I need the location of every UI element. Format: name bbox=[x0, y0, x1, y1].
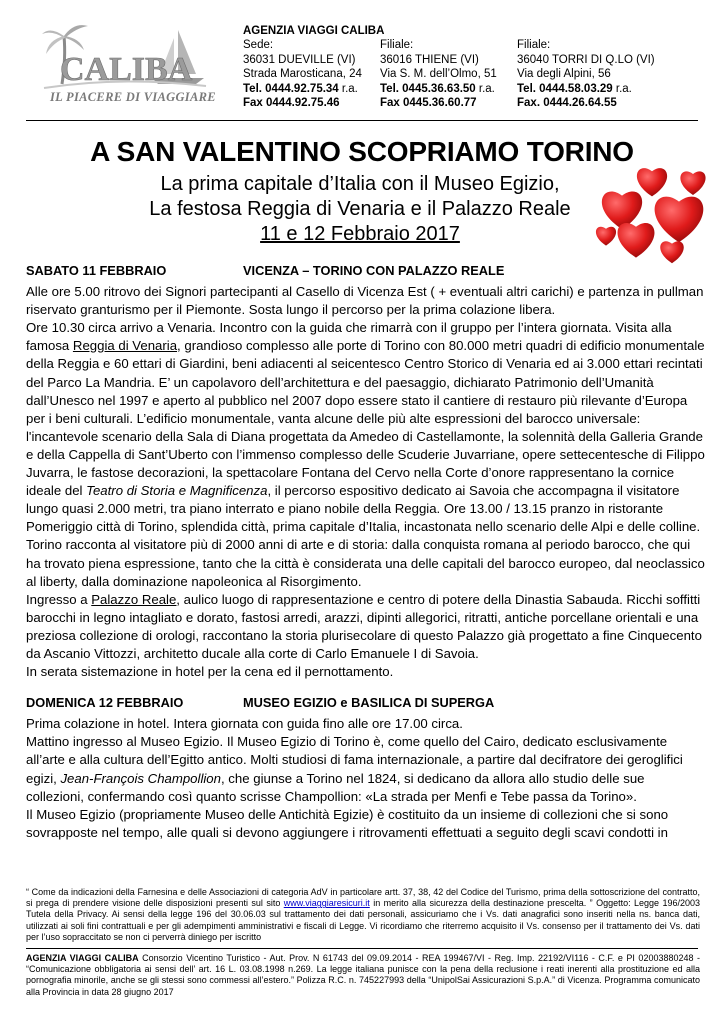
office-thiene: Filiale: 36016 THIENE (VI) Via S. M. dell’Olmo, 51 Tel. 0445.36.63.50 r.a. Fax 0445.36.60.77 bbox=[380, 39, 497, 110]
caliba-logo bbox=[40, 18, 216, 108]
trip-dates: 11 e 12 Febbraio 2017 bbox=[260, 223, 460, 245]
logo-slogan: IL PIACERE DI VIAGGIARE bbox=[50, 90, 216, 104]
day2-paragraph: Mattino ingresso al Museo Egizio. Il Museo Egizio di Torino è, come quello del Cairo, dedicato esclusivamente all’arte e alla cultura dell’Egitto antico. Molti studiosi di fama internazionale, a partire dal decifratore dei geroglifici egizi, Jean-François Champollion, che giunse a Torino nel 1824, si dedicano da allora allo studio delle sue collezioni, confermando così quanto scrisse Champollion: «La strada per Menfi e Tebe passa da Torino». bbox=[26, 734, 683, 804]
hearts-icon bbox=[594, 160, 720, 272]
agency-contacts bbox=[243, 24, 697, 110]
office-dueville: Sede: 36031 DUEVILLE (VI) Strada Marosticana, 24 Tel. 0444.92.75.34 r.a. Fax 0444.92.75.46 bbox=[243, 39, 362, 110]
reggia-venaria-link: Reggia di Venaria bbox=[72, 338, 178, 354]
viaggiaresicuri-link[interactable]: www.viaggiaresicuri.it bbox=[283, 898, 370, 909]
svg-text:CALIBA: CALIBA bbox=[60, 51, 193, 88]
day1-header bbox=[26, 262, 706, 280]
day1-paragraph: Ore 10.30 circa arrivo a Venaria. Incontro con la guida che rimarrà con il gruppo per l’intera giornata. Visita alla famosa Reggia di Venaria, grandioso complesso alle porte di Torino con 80.000 metri quadri di edificio monumentale della Reggia e 60 ettari di Giardini, beni adiacenti al seicentesco Centro Storico di Venaria ed ai 3.000 ettari recintati del Parco La Mandria. E’ un capolavoro dell’architettura e del paesaggio, dichiarato Patrimonio dell’Umanità dall’Unesco nel 1997 e aperto al pubblico nel 2007 dopo essere stato il cantiere di restauro più rilevante d’Europa per i beni culturali. L’edificio monumentale, vanta alcune delle più alte espressioni del barocco universale: l'incantevole scenario della Sala di Diana progettata da Amedeo di Castellamonte, la solennità della Galleria Grande e della Cappella di Sant’Uberto con l’immenso complesso delle Scuderie Juvarriane, opere settecentesche di Filippo Juvarra, le fastose decorazioni, la spettacolare Fontana del Cervo nella Corte d’onore rappresentano la cornice ideale del Teatro di Storia e Magnificenza, il percorso espositivo dedicato ai Savoia che accompagna il visitatore lungo quasi 2.000 metri, tra piano interrato e piano nobile della Reggia. Ore 13.00 / 13.15 pranzo in ristorante bbox=[26, 320, 705, 517]
day2-paragraph: Prima colazione in hotel. Intera giornata con guida fino alle ore 17.00 circa. bbox=[26, 716, 463, 732]
legal-footnote: “ Come da indicazioni della Farnesina e delle Associazioni di categoria AdV in particolare artt. 37, 38, 42 del Codice del Turismo, prima della sottoscrizione del contratto, si prega di prendere visione delle disposizioni presenti sul sito www.viaggiaresicuri.it in merito alla sicurezza della destinazione prescelta. ” Oggetto: Legge 196/2003 Tutela della Privacy. Ai sensi della legge 196 del 30.06.03 sul trattamento dei dati personali, assicuriamo che i Vs. dati anagrafici sono inseriti nella ns. banca dati, utilizzati ai soli fini contrattuali e per gli adempimenti amministrativi e fiscali di Legge. Vi ricordiamo che riterremo acquisito il Vs. consenso per il trattamento dei Vs. dati per l’uso sopraccitato se non ci perverrà diniego per iscritto bbox=[26, 887, 700, 942]
day1-date: SABATO 11 FEBBRAIO bbox=[26, 263, 167, 278]
day2-header bbox=[26, 694, 706, 712]
page-title: A SAN VALENTINO SCOPRIAMO TORINO bbox=[90, 136, 634, 167]
day1-title: VICENZA – TORINO CON PALAZZO REALE bbox=[243, 263, 505, 278]
footer-divider bbox=[26, 948, 698, 949]
day2-title: MUSEO EGIZIO e BASILICA DI SUPERGA bbox=[243, 695, 495, 711]
itinerary bbox=[26, 262, 706, 842]
office-torri: Filiale: 36040 TORRI DI Q.LO (VI) Via degli Alpini, 56 Tel. 0444.58.03.29 r.a. Fax. 0444.26.64.55 bbox=[517, 39, 655, 110]
page-subtitle: La prima capitale d’Italia con il Museo Egizio, La festosa Reggia di Venaria e il Palazzo Reale 11 e 12 Febbraio 2017 bbox=[60, 172, 660, 247]
day1-paragraph: Alle ore 5.00 ritrovo dei Signori partecipanti al Casello di Vicenza Est ( + eventuali altri carichi) e partenza in pullman riservato granturismo per il Piemonte. Sosta lungo il percorso per la prima colazione libera. bbox=[26, 284, 704, 318]
agency-name: AGENZIA VIAGGI CALIBA bbox=[243, 25, 385, 37]
day2-paragraph: Il Museo Egizio (propriamente Museo delle Antichità Egizie) è costituito da un insieme di collezioni che si sono sovrapposte nel tempo, alle quali si devono aggiungere i ritrovamenti effettuati a seguito degli scavi condotti in bbox=[26, 806, 669, 840]
day2-date: DOMENICA 12 FEBBRAIO bbox=[26, 695, 184, 711]
palazzo-reale-link: Palazzo Reale, bbox=[91, 591, 180, 607]
day1-paragraph: In serata sistemazione in hotel per la cena ed il pernottamento. bbox=[26, 664, 394, 680]
day1-paragraph: Pomeriggio città di Torino, splendida città, prima capitale d’Italia, incastonata nello scenario delle Alpi e delle colline. Torino racconta al visitatore più di 2000 anni di arte e di storia: dalla conquista romana al periodo barocco, che qui ha trovato piena espressione, tanto che la città è considerata una delle capitali del barocco europeo, dal neoclassico al liberty, dalla dominazione napoleonica al Risorgimento. bbox=[26, 519, 705, 589]
day1-paragraph: Ingresso a Palazzo Reale, aulico luogo di rappresentazione e centro di potere della Dinastia Sabauda. Ricchi soffitti barocchi in legno intagliato e dorato, fastosi arredi, arazzi, dipinti allegorici, ritratti, antiche porcellane orientali e una preziosa collezione di orologi, raccontano la storia plurisecolare di questo Palazzo già progettato a fine Cinquecento da Ascanio Vittozzi, architetto ducale alla corte di Carlo Emanuele I di Savoia. bbox=[26, 591, 702, 661]
company-footer: AGENZIA VIAGGI CALIBA Consorzio Vicentino Turistico - Aut. Prov. N 61743 del 09.09.2014 - REA 199467/VI - Reg. Imp. 22192/VI116 - C.F. e PI 02003880248 - “Comunicazione obbligatoria ai sensi dell’ art. 16 L. 03.08.1998 n.269. La legge italiana punisce con la pena della reclusione i reati inerenti alla prostituzione ed alla pornografia minorile, anche se gli stessi sono commessi all’estero.” Polizza R.C. n. 745227993 della “UnipolSai Assicurazioni S.p.A.” di Vicenza. Programma comunicato alla Provincia in data 28 giugno 2017 bbox=[26, 953, 700, 997]
header-divider bbox=[26, 120, 698, 121]
hearts-image bbox=[594, 160, 720, 272]
